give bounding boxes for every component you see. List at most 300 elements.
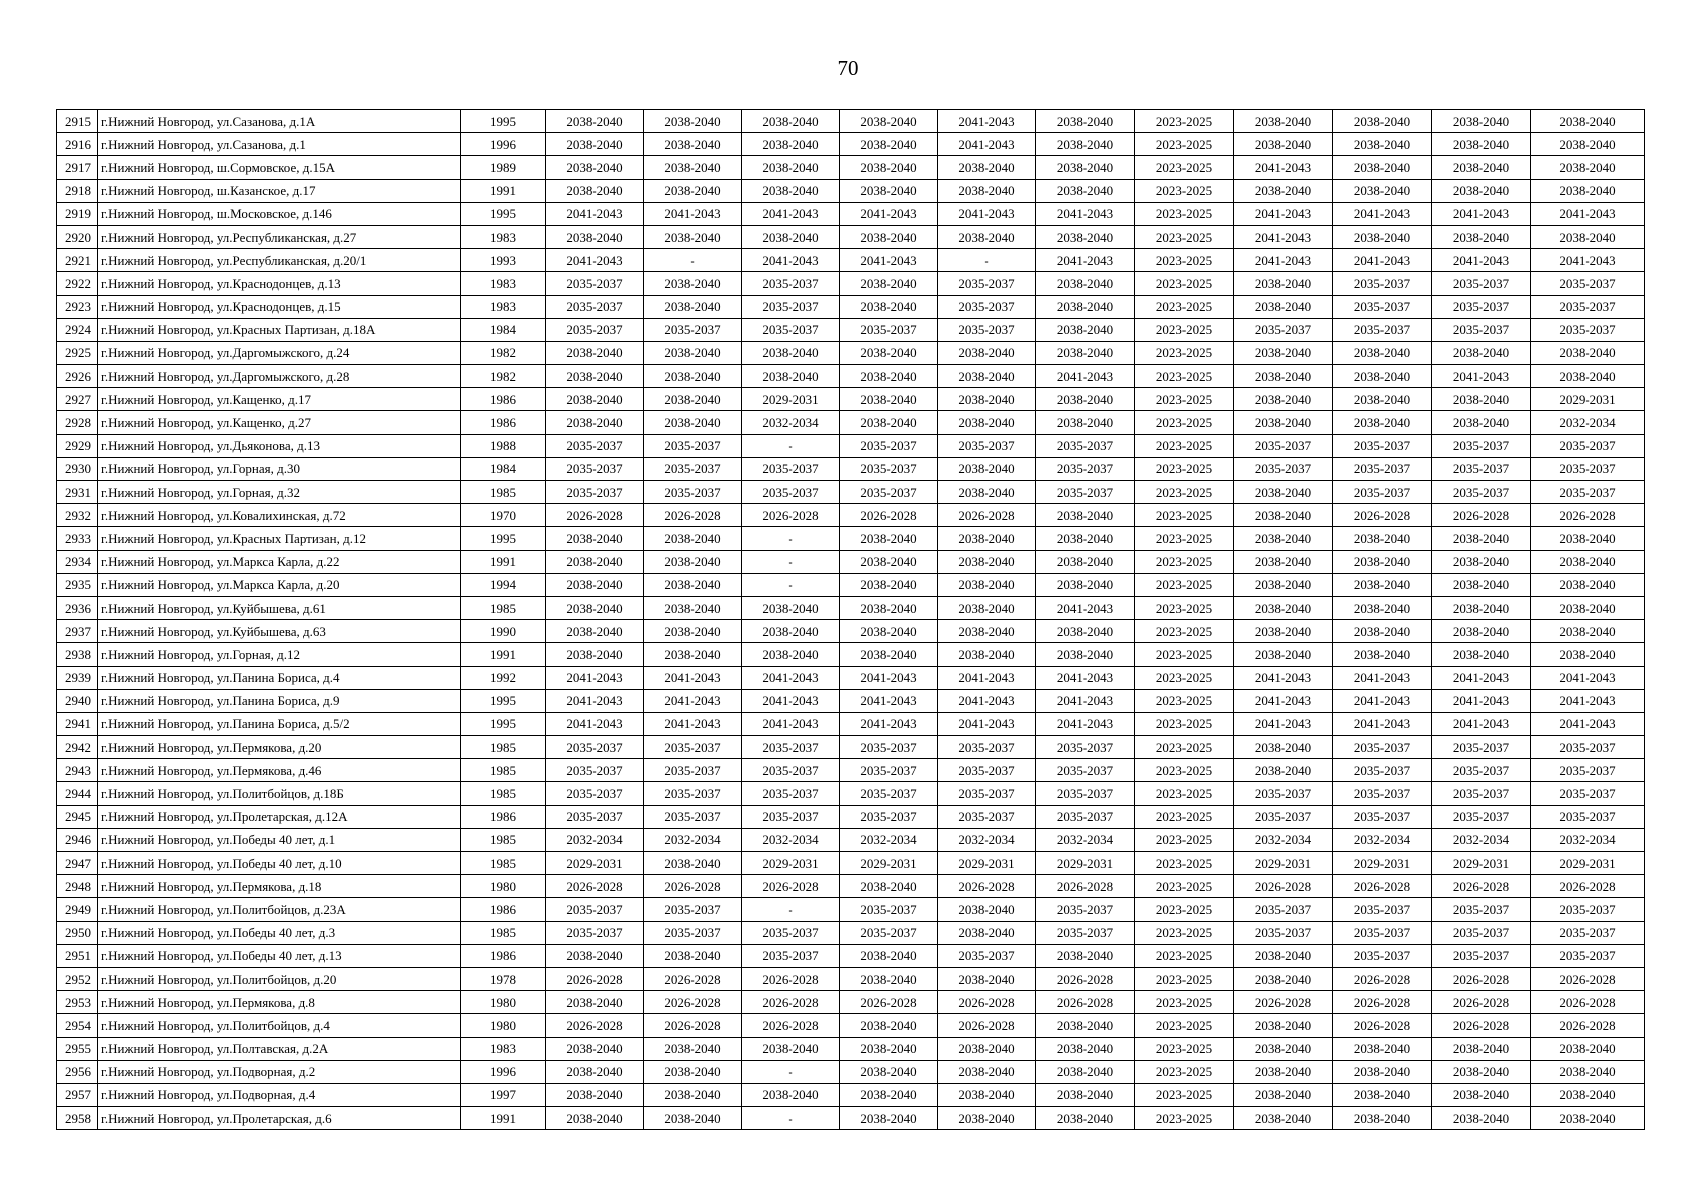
table-row	[57, 898, 1645, 921]
period-cell: 2038-2040	[840, 596, 938, 619]
period-cell: -	[742, 527, 840, 550]
period-cell: 2035-2037	[1036, 805, 1135, 828]
period-cell: 2023-2025	[1135, 712, 1234, 735]
address-cell: г.Нижний Новгород, ул.Победы 40 лет, д.13	[98, 944, 461, 967]
period-cell: 2038-2040	[1432, 550, 1531, 573]
period-cell: 2023-2025	[1135, 1083, 1234, 1106]
period-cell: 2035-2037	[840, 736, 938, 759]
row-number-cell: 2953	[57, 991, 98, 1014]
address-cell: г.Нижний Новгород, ул.Дьяконова, д.13	[98, 434, 461, 457]
period-cell: 2023-2025	[1135, 365, 1234, 388]
address-cell: г.Нижний Новгород, ул.Куйбышева, д.61	[98, 596, 461, 619]
period-cell: 2032-2034	[1333, 828, 1432, 851]
row-number-cell: 2919	[57, 202, 98, 225]
year-cell: 1983	[461, 295, 546, 318]
period-cell: 2038-2040	[546, 179, 644, 202]
period-cell: 2035-2037	[742, 782, 840, 805]
period-cell: 2026-2028	[1333, 991, 1432, 1014]
period-cell: 2038-2040	[546, 341, 644, 364]
period-cell: 2038-2040	[1036, 1083, 1135, 1106]
row-number-cell: 2928	[57, 411, 98, 434]
period-cell: 2026-2028	[644, 504, 742, 527]
row-number-cell: 2950	[57, 921, 98, 944]
period-cell: 2038-2040	[1531, 573, 1645, 596]
period-cell: 2041-2043	[1036, 202, 1135, 225]
period-cell: 2035-2037	[546, 805, 644, 828]
period-cell: 2035-2037	[840, 457, 938, 480]
table-row	[57, 712, 1645, 735]
period-cell: 2038-2040	[1234, 411, 1333, 434]
year-cell: 1984	[461, 457, 546, 480]
table-row	[57, 782, 1645, 805]
year-cell: 1991	[461, 179, 546, 202]
table-row	[57, 852, 1645, 875]
period-cell: 2035-2037	[1333, 272, 1432, 295]
row-number-cell: 2938	[57, 643, 98, 666]
period-cell: 2035-2037	[938, 944, 1036, 967]
year-cell: 1994	[461, 573, 546, 596]
period-cell: 2038-2040	[840, 365, 938, 388]
period-cell: 2038-2040	[644, 596, 742, 619]
period-cell: 2038-2040	[1036, 643, 1135, 666]
period-cell: 2035-2037	[546, 481, 644, 504]
period-cell: 2032-2034	[938, 828, 1036, 851]
period-cell: 2023-2025	[1135, 1014, 1234, 1037]
period-cell: 2041-2043	[1036, 689, 1135, 712]
table-row	[57, 1014, 1645, 1037]
period-cell: 2035-2037	[840, 898, 938, 921]
table-row	[57, 133, 1645, 156]
period-cell: 2035-2037	[742, 805, 840, 828]
period-cell: 2026-2028	[1036, 967, 1135, 990]
table-row	[57, 318, 1645, 341]
period-cell: 2038-2040	[1234, 550, 1333, 573]
year-cell: 1985	[461, 481, 546, 504]
address-cell: г.Нижний Новгород, ш.Сормовское, д.15А	[98, 156, 461, 179]
year-cell: 1996	[461, 1060, 546, 1083]
year-cell: 1986	[461, 411, 546, 434]
address-cell: г.Нижний Новгород, ул.Политбойцов, д.18Б	[98, 782, 461, 805]
period-cell: 2038-2040	[840, 133, 938, 156]
period-cell: 2035-2037	[644, 736, 742, 759]
period-cell: 2041-2043	[938, 712, 1036, 735]
period-cell: 2035-2037	[938, 805, 1036, 828]
period-cell: 2038-2040	[644, 110, 742, 133]
period-cell: 2029-2031	[546, 852, 644, 875]
period-cell: 2035-2037	[840, 921, 938, 944]
period-cell: 2038-2040	[1036, 388, 1135, 411]
year-cell: 1978	[461, 967, 546, 990]
period-cell: 2041-2043	[546, 202, 644, 225]
period-cell: 2038-2040	[1234, 944, 1333, 967]
period-cell: 2041-2043	[742, 666, 840, 689]
year-cell: 1997	[461, 1083, 546, 1106]
period-cell: 2038-2040	[1234, 967, 1333, 990]
period-cell: 2035-2037	[546, 295, 644, 318]
period-cell: 2038-2040	[1432, 1037, 1531, 1060]
row-number-cell: 2935	[57, 573, 98, 596]
table-row	[57, 573, 1645, 596]
period-cell: 2038-2040	[1333, 1083, 1432, 1106]
period-cell: 2035-2037	[1432, 736, 1531, 759]
table-row	[57, 110, 1645, 133]
address-cell: г.Нижний Новгород, ул.Пермякова, д.8	[98, 991, 461, 1014]
period-cell: 2035-2037	[1531, 805, 1645, 828]
period-cell: 2023-2025	[1135, 1037, 1234, 1060]
period-cell: 2023-2025	[1135, 643, 1234, 666]
period-cell: 2035-2037	[644, 457, 742, 480]
period-cell: 2038-2040	[840, 388, 938, 411]
year-cell: 1983	[461, 1037, 546, 1060]
period-cell: 2038-2040	[1531, 1107, 1645, 1130]
table-row	[57, 643, 1645, 666]
period-cell: 2041-2043	[1234, 689, 1333, 712]
period-cell: 2035-2037	[1234, 457, 1333, 480]
period-cell: 2023-2025	[1135, 805, 1234, 828]
period-cell: 2035-2037	[938, 272, 1036, 295]
table-row	[57, 828, 1645, 851]
period-cell: -	[742, 898, 840, 921]
table-row	[57, 434, 1645, 457]
year-cell: 1980	[461, 875, 546, 898]
period-cell: 2023-2025	[1135, 1107, 1234, 1130]
period-cell: 2041-2043	[1531, 689, 1645, 712]
period-cell: 2038-2040	[742, 156, 840, 179]
period-cell: 2035-2037	[1531, 736, 1645, 759]
row-number-cell: 2917	[57, 156, 98, 179]
address-cell: г.Нижний Новгород, ул.Панина Бориса, д.5/2	[98, 712, 461, 735]
period-cell: 2035-2037	[546, 898, 644, 921]
period-cell: 2023-2025	[1135, 527, 1234, 550]
period-cell: 2038-2040	[644, 643, 742, 666]
period-cell: 2026-2028	[742, 991, 840, 1014]
period-cell: 2035-2037	[938, 434, 1036, 457]
period-cell: 2023-2025	[1135, 689, 1234, 712]
table-row	[57, 1083, 1645, 1106]
period-cell: 2038-2040	[1234, 179, 1333, 202]
period-cell: 2038-2040	[742, 110, 840, 133]
period-cell: 2035-2037	[1234, 782, 1333, 805]
year-cell: 1995	[461, 712, 546, 735]
period-cell: 2023-2025	[1135, 504, 1234, 527]
period-cell: 2038-2040	[644, 295, 742, 318]
period-cell: 2029-2031	[840, 852, 938, 875]
year-cell: 1991	[461, 1107, 546, 1130]
period-cell: 2038-2040	[1531, 156, 1645, 179]
period-cell: 2038-2040	[546, 991, 644, 1014]
period-cell: 2035-2037	[1036, 736, 1135, 759]
period-cell: 2035-2037	[1333, 805, 1432, 828]
period-cell: 2038-2040	[938, 179, 1036, 202]
table-row	[57, 1037, 1645, 1060]
period-cell: 2035-2037	[1333, 434, 1432, 457]
period-cell: 2035-2037	[840, 759, 938, 782]
period-cell: 2038-2040	[742, 133, 840, 156]
row-number-cell: 2916	[57, 133, 98, 156]
period-cell: 2035-2037	[1432, 457, 1531, 480]
address-cell: г.Нижний Новгород, ул.Пермякова, д.18	[98, 875, 461, 898]
period-cell: 2035-2037	[1531, 944, 1645, 967]
table-row	[57, 967, 1645, 990]
row-number-cell: 2931	[57, 481, 98, 504]
address-cell: г.Нижний Новгород, ул.Полтавская, д.2А	[98, 1037, 461, 1060]
period-cell: 2038-2040	[1531, 365, 1645, 388]
period-cell: 2023-2025	[1135, 573, 1234, 596]
table-row	[57, 341, 1645, 364]
period-cell: 2038-2040	[938, 457, 1036, 480]
period-cell: 2038-2040	[938, 967, 1036, 990]
table-row	[57, 249, 1645, 272]
period-cell: 2026-2028	[1432, 1014, 1531, 1037]
table-row	[57, 411, 1645, 434]
period-cell: 2041-2043	[938, 666, 1036, 689]
period-cell: 2038-2040	[1234, 388, 1333, 411]
period-cell: 2035-2037	[1036, 921, 1135, 944]
period-cell: 2041-2043	[1432, 666, 1531, 689]
period-cell: 2038-2040	[1531, 1083, 1645, 1106]
period-cell: 2041-2043	[1432, 365, 1531, 388]
period-cell: 2038-2040	[546, 225, 644, 248]
table-row	[57, 295, 1645, 318]
period-cell: 2038-2040	[1036, 318, 1135, 341]
period-cell: 2038-2040	[1531, 527, 1645, 550]
row-number-cell: 2925	[57, 341, 98, 364]
period-cell: 2029-2031	[1333, 852, 1432, 875]
period-cell: 2023-2025	[1135, 318, 1234, 341]
period-cell: 2035-2037	[840, 481, 938, 504]
period-cell: 2035-2037	[1333, 736, 1432, 759]
period-cell: 2038-2040	[840, 573, 938, 596]
row-number-cell: 2944	[57, 782, 98, 805]
period-cell: 2038-2040	[1036, 272, 1135, 295]
period-cell: 2026-2028	[840, 991, 938, 1014]
period-cell: 2035-2037	[938, 736, 1036, 759]
period-cell: 2032-2034	[1234, 828, 1333, 851]
period-cell: 2041-2043	[938, 110, 1036, 133]
period-cell: 2035-2037	[644, 318, 742, 341]
table-row	[57, 1107, 1645, 1130]
period-cell: 2038-2040	[1531, 550, 1645, 573]
period-cell: 2038-2040	[546, 388, 644, 411]
period-cell: 2038-2040	[1333, 550, 1432, 573]
row-number-cell: 2924	[57, 318, 98, 341]
period-cell: 2038-2040	[840, 550, 938, 573]
address-cell: г.Нижний Новгород, ул.Пролетарская, д.12А	[98, 805, 461, 828]
period-cell: 2038-2040	[546, 133, 644, 156]
row-number-cell: 2941	[57, 712, 98, 735]
address-cell: г.Нижний Новгород, ул.Горная, д.32	[98, 481, 461, 504]
period-cell: 2023-2025	[1135, 179, 1234, 202]
period-cell: 2038-2040	[644, 1060, 742, 1083]
period-cell: 2038-2040	[644, 156, 742, 179]
period-cell: 2026-2028	[1333, 967, 1432, 990]
period-cell: 2038-2040	[1036, 295, 1135, 318]
period-cell: 2038-2040	[1333, 365, 1432, 388]
period-cell: 2038-2040	[644, 272, 742, 295]
period-cell: 2035-2037	[644, 782, 742, 805]
period-cell: 2032-2034	[546, 828, 644, 851]
period-cell: 2038-2040	[938, 898, 1036, 921]
table-row	[57, 759, 1645, 782]
registry-table-body	[57, 110, 1645, 1130]
period-cell: 2023-2025	[1135, 110, 1234, 133]
period-cell: 2038-2040	[1036, 550, 1135, 573]
row-number-cell: 2926	[57, 365, 98, 388]
period-cell: 2041-2043	[938, 133, 1036, 156]
period-cell: 2038-2040	[938, 1083, 1036, 1106]
period-cell: 2041-2043	[644, 689, 742, 712]
period-cell: 2038-2040	[1333, 1037, 1432, 1060]
period-cell: 2023-2025	[1135, 133, 1234, 156]
period-cell: 2023-2025	[1135, 921, 1234, 944]
table-row	[57, 666, 1645, 689]
year-cell: 1985	[461, 921, 546, 944]
period-cell: 2026-2028	[1531, 875, 1645, 898]
period-cell: 2038-2040	[1234, 133, 1333, 156]
period-cell: 2038-2040	[938, 411, 1036, 434]
period-cell: 2038-2040	[644, 620, 742, 643]
period-cell: 2041-2043	[840, 249, 938, 272]
period-cell: 2035-2037	[742, 295, 840, 318]
period-cell: 2029-2031	[1432, 852, 1531, 875]
period-cell: 2038-2040	[1333, 643, 1432, 666]
period-cell: 2026-2028	[1234, 875, 1333, 898]
period-cell: 2038-2040	[1036, 179, 1135, 202]
period-cell: 2035-2037	[546, 318, 644, 341]
period-cell: 2035-2037	[1432, 318, 1531, 341]
period-cell: 2041-2043	[1333, 202, 1432, 225]
period-cell: 2035-2037	[1432, 921, 1531, 944]
period-cell: 2038-2040	[1333, 133, 1432, 156]
table-row	[57, 550, 1645, 573]
period-cell: 2029-2031	[1234, 852, 1333, 875]
period-cell: 2038-2040	[1036, 110, 1135, 133]
period-cell: 2038-2040	[840, 225, 938, 248]
row-number-cell: 2936	[57, 596, 98, 619]
table-row	[57, 1060, 1645, 1083]
address-cell: г.Нижний Новгород, ул.Горная, д.12	[98, 643, 461, 666]
period-cell: 2038-2040	[840, 411, 938, 434]
period-cell: 2035-2037	[1531, 481, 1645, 504]
period-cell: 2023-2025	[1135, 411, 1234, 434]
address-cell: г.Нижний Новгород, ул.Кащенко, д.17	[98, 388, 461, 411]
period-cell: 2038-2040	[644, 852, 742, 875]
table-row	[57, 944, 1645, 967]
period-cell: 2032-2034	[1432, 828, 1531, 851]
period-cell: 2035-2037	[644, 759, 742, 782]
period-cell: 2035-2037	[644, 921, 742, 944]
period-cell: 2035-2037	[742, 736, 840, 759]
period-cell: 2038-2040	[1036, 527, 1135, 550]
period-cell: 2038-2040	[938, 225, 1036, 248]
address-cell: г.Нижний Новгород, ул.Сазанова, д.1А	[98, 110, 461, 133]
period-cell: 2035-2037	[1036, 481, 1135, 504]
period-cell: 2038-2040	[1234, 596, 1333, 619]
period-cell: 2026-2028	[1333, 504, 1432, 527]
row-number-cell: 2937	[57, 620, 98, 643]
address-cell: г.Нижний Новгород, ул.Краснодонцев, д.15	[98, 295, 461, 318]
period-cell: 2035-2037	[1234, 805, 1333, 828]
period-cell: 2041-2043	[1234, 156, 1333, 179]
period-cell: 2035-2037	[1333, 944, 1432, 967]
address-cell: г.Нижний Новгород, ул.Республиканская, д.20/1	[98, 249, 461, 272]
period-cell: 2035-2037	[1531, 272, 1645, 295]
period-cell: 2035-2037	[1036, 782, 1135, 805]
period-cell: 2038-2040	[742, 1037, 840, 1060]
period-cell: 2038-2040	[840, 179, 938, 202]
period-cell: 2023-2025	[1135, 481, 1234, 504]
period-cell: 2038-2040	[1234, 573, 1333, 596]
row-number-cell: 2958	[57, 1107, 98, 1130]
address-cell: г.Нижний Новгород, ул.Победы 40 лет, д.3	[98, 921, 461, 944]
period-cell: 2035-2037	[1432, 782, 1531, 805]
table-row	[57, 202, 1645, 225]
year-cell: 1983	[461, 225, 546, 248]
period-cell: 2038-2040	[742, 1083, 840, 1106]
period-cell: 2038-2040	[1234, 365, 1333, 388]
year-cell: 1984	[461, 318, 546, 341]
period-cell: 2038-2040	[1531, 225, 1645, 248]
period-cell: 2023-2025	[1135, 875, 1234, 898]
table-row	[57, 179, 1645, 202]
period-cell: 2023-2025	[1135, 1060, 1234, 1083]
period-cell: 2023-2025	[1135, 596, 1234, 619]
period-cell: 2035-2037	[742, 457, 840, 480]
year-cell: 1982	[461, 341, 546, 364]
period-cell: 2038-2040	[1432, 1060, 1531, 1083]
period-cell: 2038-2040	[840, 295, 938, 318]
period-cell: 2038-2040	[546, 944, 644, 967]
period-cell: 2041-2043	[1333, 249, 1432, 272]
period-cell: 2035-2037	[742, 318, 840, 341]
period-cell: 2038-2040	[840, 944, 938, 967]
period-cell: 2041-2043	[1432, 249, 1531, 272]
period-cell: 2038-2040	[1036, 1107, 1135, 1130]
period-cell: 2041-2043	[1333, 712, 1432, 735]
period-cell: 2035-2037	[742, 944, 840, 967]
period-cell: -	[742, 434, 840, 457]
period-cell: 2038-2040	[938, 156, 1036, 179]
period-cell: 2035-2037	[938, 318, 1036, 341]
year-cell: 1991	[461, 550, 546, 573]
period-cell: 2038-2040	[546, 156, 644, 179]
period-cell: 2038-2040	[1531, 341, 1645, 364]
period-cell: 2038-2040	[546, 620, 644, 643]
period-cell: 2026-2028	[1234, 991, 1333, 1014]
year-cell: 1991	[461, 643, 546, 666]
period-cell: 2032-2034	[742, 828, 840, 851]
period-cell: 2026-2028	[938, 504, 1036, 527]
period-cell: 2035-2037	[1333, 782, 1432, 805]
year-cell: 1993	[461, 249, 546, 272]
period-cell: -	[742, 1060, 840, 1083]
period-cell: 2038-2040	[840, 643, 938, 666]
table-row	[57, 457, 1645, 480]
period-cell: 2041-2043	[644, 202, 742, 225]
row-number-cell: 2947	[57, 852, 98, 875]
period-cell: 2026-2028	[938, 875, 1036, 898]
period-cell: 2029-2031	[1036, 852, 1135, 875]
period-cell: 2023-2025	[1135, 341, 1234, 364]
address-cell: г.Нижний Новгород, ул.Победы 40 лет, д.10	[98, 852, 461, 875]
period-cell: 2023-2025	[1135, 272, 1234, 295]
period-cell: 2038-2040	[840, 156, 938, 179]
table-row	[57, 388, 1645, 411]
period-cell: 2035-2037	[1432, 759, 1531, 782]
period-cell: 2038-2040	[840, 620, 938, 643]
address-cell: г.Нижний Новгород, ш.Казанское, д.17	[98, 179, 461, 202]
table-row	[57, 875, 1645, 898]
